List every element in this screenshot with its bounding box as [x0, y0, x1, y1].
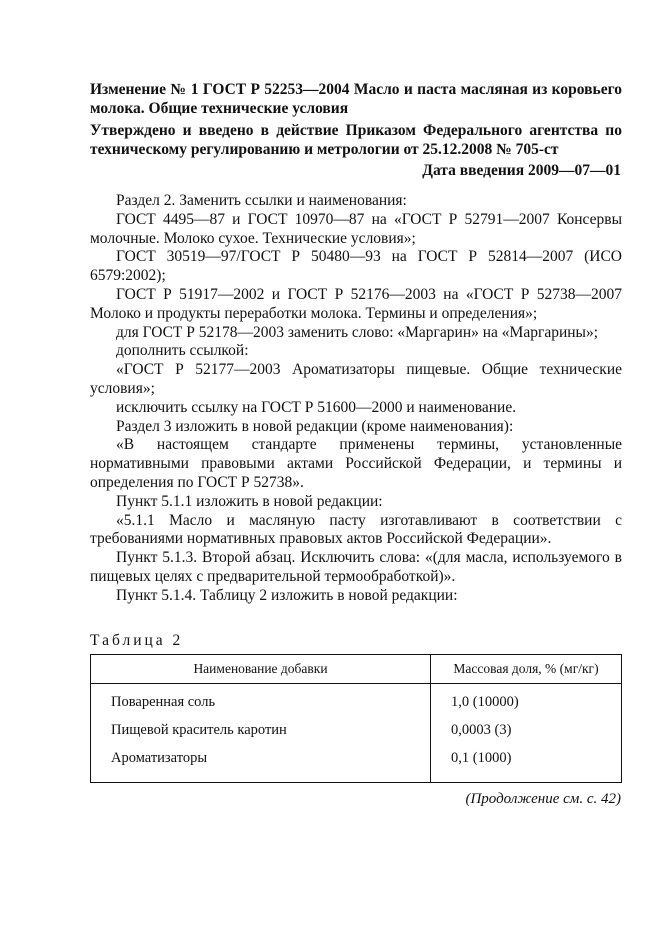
paragraph: дополнить ссылкой: — [116, 342, 249, 360]
additive-name: Ароматизаторы — [91, 744, 431, 783]
table-row — [91, 716, 622, 744]
paragraph: ГОСТ Р 51917—2002 и ГОСТ Р 52176—2003 на «ГОСТ Р 52738—2007 Молоко и продукты переработки молока. Термины и определения»; — [90, 285, 622, 322]
mass-fraction: 0,1 (1000) — [431, 744, 622, 783]
paragraph: «5.1.1 Масло и масляную пасту изготавливают в соответствии с требованиями нормативных правовых актов Российской Федерации». — [90, 511, 622, 548]
table-caption: Таблица 2 — [90, 632, 184, 649]
mass-fraction: 0,0003 (3) — [431, 716, 622, 744]
approval-statement: Утверждено и введено в действие Приказом Федерального агентства по техническому регулированию и метрологии от 25.12.2008 № 705-ст — [90, 122, 622, 158]
table-header-row — [91, 655, 622, 684]
paragraph: «В настоящем стандарте применены термины, установленные нормативными правовыми актами Российской Федерации, и термины и определения по ГОСТ Р 52738». — [90, 436, 622, 491]
paragraph: Раздел 2. Заменить ссылки и наименования: — [116, 192, 407, 209]
effective-date: Дата введения 2009—07—01 — [422, 162, 621, 179]
paragraph: Пункт 5.1.1 изложить в новой редакции: — [116, 492, 383, 510]
table-row — [91, 744, 622, 783]
table-row — [91, 688, 622, 716]
amendment-body — [90, 192, 622, 606]
additive-name: Поваренная соль — [91, 688, 431, 716]
paragraph: Пункт 5.1.4. Таблицу 2 изложить в новой редакции: — [116, 586, 458, 604]
paragraph: Пункт 5.1.3. Второй абзац. Исключить слова: «(для масла, используемого в пищевых целях с предварительной термообработкой)». — [90, 549, 622, 585]
mass-fraction: 1,0 (10000) — [431, 688, 622, 716]
paragraph: исключить ссылку на ГОСТ Р 51600—2000 и наименование. — [116, 398, 517, 416]
column-header-additive: Наименование добавки — [91, 655, 431, 684]
column-header-mass-fraction: Массовая доля, % (мг/кг) — [431, 655, 622, 684]
paragraph: для ГОСТ Р 52178—2003 заменить слово: «Маргарин» на «Маргарины»; — [116, 323, 599, 341]
amendment-title: Изменение № 1 ГОСТ Р 52253—2004 Масло и паста масляная из коровьего молока. Общие технические условия — [90, 81, 622, 117]
additive-name: Пищевой краситель каротин — [91, 716, 431, 744]
paragraph: «ГОСТ Р 52177—2003 Ароматизаторы пищевые. Общие технические условия»; — [90, 361, 622, 397]
paragraph: Раздел 3 изложить в новой редакции (кроме наименования): — [116, 417, 514, 435]
paragraph: ГОСТ 4495—87 и ГОСТ 10970—87 на «ГОСТ Р 52791—2007 Консервы молочные. Молоко сухое. Технические условия»; — [90, 210, 622, 247]
additives-table — [90, 654, 622, 783]
continuation-note: (Продолжение см. с. 42) — [465, 791, 621, 807]
paragraph: ГОСТ 30519—97/ГОСТ Р 50480—93 на ГОСТ Р 52814—2007 (ИСО 6579:2002); — [90, 248, 622, 285]
